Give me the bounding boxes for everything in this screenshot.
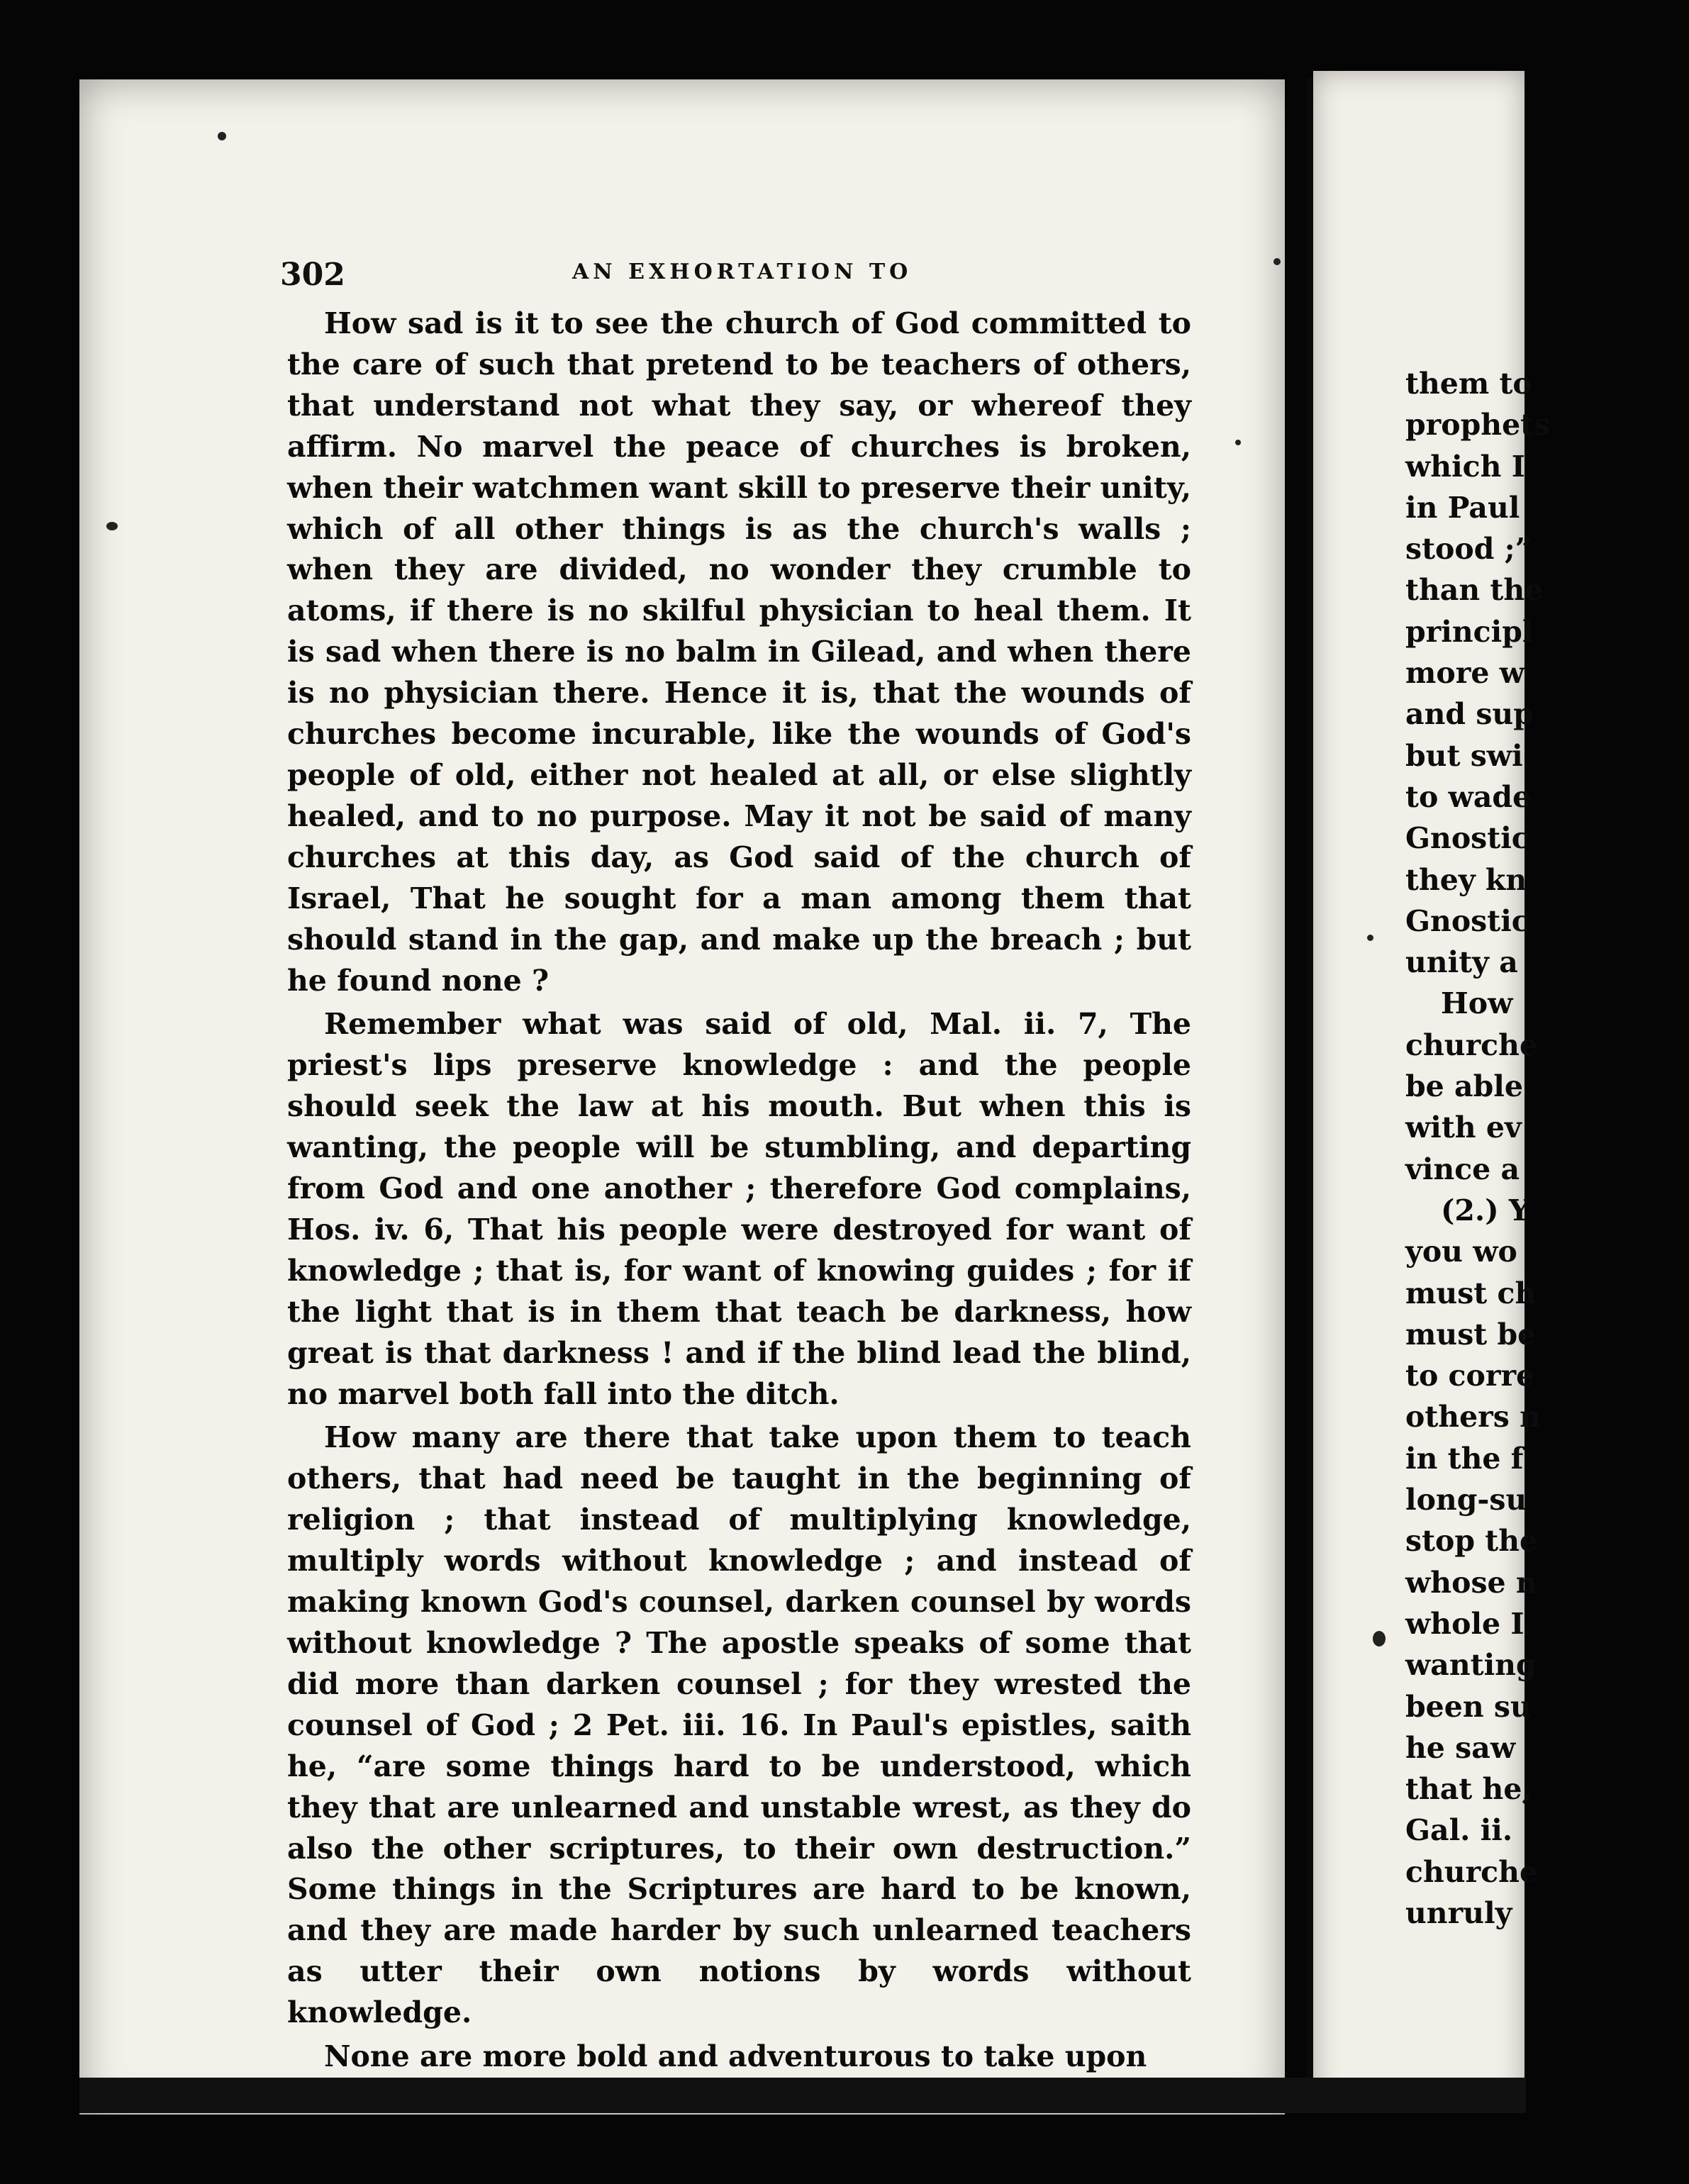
right-page-line: that he, xyxy=(1405,1772,1532,1807)
right-page-line: more w xyxy=(1405,656,1524,691)
right-page-line: been su xyxy=(1405,1689,1532,1724)
right-page-line: vince a xyxy=(1405,1152,1520,1186)
right-page-line: to wade xyxy=(1405,779,1532,814)
right-page-line: Gnostic xyxy=(1405,903,1529,938)
right-page-text xyxy=(1405,363,1689,1934)
right-page-line: unity a xyxy=(1405,945,1518,980)
right-page-line: churche xyxy=(1405,1854,1539,1889)
right-page-line: whose n xyxy=(1405,1565,1537,1600)
right-page xyxy=(1313,71,1551,2113)
right-page-line: and sup xyxy=(1405,697,1534,732)
scan-speck xyxy=(1367,935,1373,941)
right-page-line: them to xyxy=(1405,367,1532,401)
scan-speck xyxy=(1273,258,1281,265)
right-page-line: Gal. ii. xyxy=(1405,1813,1513,1848)
scan-speck xyxy=(1373,1631,1386,1647)
right-page-line: unruly xyxy=(1405,1895,1512,1930)
paragraph: None are more bold and adventurous to take upon xyxy=(324,2039,1147,2074)
right-page-line: he saw xyxy=(1405,1730,1516,1765)
right-page-line: churche xyxy=(1405,1027,1539,1062)
right-page-line: to corre xyxy=(1405,1359,1535,1393)
paragraph: Remember what was said of old, Mal. ii. 7, The priest's lips preserve knowledge : and the people should seek the law at his mouth. But when this is wanting, the people will be stumbling, and departing from God and one another ; therefore God complains, Hos. iv. 6, That his people were destroyed for want of knowledge ; that is, for want of knowing guides ; for if the light that is in them that teach be darkness, how great is that darkness ! and if the blind lead the blind, no marvel both fall into the ditch. xyxy=(287,1007,1191,1411)
paragraph: How many are there that take upon them to teach others, that had need be taught in the beginning of religion ; that instead of multiplying knowledge, multiply words without knowledge ; and instead of making known God's counsel, darken counsel by words without knowledge ? The apostle speaks of some that did more than darken counsel ; for they wrested the counsel of God ; 2 Pet. iii. 16. In Paul's epistles, saith he, “are some things hard to be understood, which they that are unlearned and unstable wrest, as they do also the other scriptures, to their own destruction.” Some things in the Scriptures are hard to be known, and they are made harder by such unlearned teachers as utter their own notions by words without knowledge. xyxy=(287,1420,1191,2030)
right-page-line: stop the xyxy=(1405,1524,1539,1559)
right-page-line: (2.) Y xyxy=(1441,1193,1530,1227)
body-text xyxy=(287,303,1191,2078)
paragraph: How sad is it to see the church of God committed to the care of such that pretend to be teachers of others, that understand not what they say, or whereof they affirm. No marvel the peace of churches is broken, when their watchmen want skill to preserve their unity, which of all other things is as the church's walls ; when they are divided, no wonder they crumble to atoms, if there is no skilful physician to heal them. It is sad when there is no balm in Gilead, and when there is no physician there. Hence it is, that the wounds of churches become incurable, like the wounds of God's people of old, either not healed at all, or else slightly healed, and to no purpose. May it not be said of many churches at this day, as God said of the church of Israel, That he sought for a man among them that should stand in the gap, and make up the breach ; but he found none ? xyxy=(287,306,1191,998)
scan-speck xyxy=(1235,440,1241,445)
page-header xyxy=(280,257,1202,299)
right-page-line: long-su xyxy=(1405,1483,1527,1517)
right-page-line: they kn xyxy=(1405,862,1527,897)
right-page-line: prophets xyxy=(1405,408,1551,442)
right-page-line: How xyxy=(1441,986,1513,1021)
scan-speck xyxy=(106,522,118,530)
right-page-line: which I xyxy=(1405,449,1525,484)
scan-border xyxy=(79,2078,1526,2113)
right-page-line: principl xyxy=(1405,614,1534,649)
right-page-line: in the f xyxy=(1405,1441,1524,1476)
right-page-line: wanting xyxy=(1405,1648,1537,1683)
right-page-line: others n xyxy=(1405,1400,1541,1434)
right-page-line: Gnostic xyxy=(1405,821,1529,856)
right-page-line: be able xyxy=(1405,1069,1523,1104)
right-page-line: than the xyxy=(1405,573,1544,608)
right-page-line: but swi xyxy=(1405,738,1523,773)
right-page-line: you wo xyxy=(1405,1235,1517,1269)
running-head: AN EXHORTATION TO xyxy=(572,260,913,284)
page-number: 302 xyxy=(280,257,345,293)
right-page-line: whole I xyxy=(1405,1606,1524,1641)
right-page-line: stood ;” xyxy=(1405,532,1532,567)
right-page-line: in Paul xyxy=(1405,490,1520,525)
right-page-line: must be xyxy=(1405,1317,1537,1352)
right-page-line: must ch xyxy=(1405,1276,1537,1310)
binding-gutter xyxy=(1306,78,1313,2113)
right-page-line: with ev xyxy=(1405,1110,1522,1145)
scan-speck xyxy=(218,132,226,140)
